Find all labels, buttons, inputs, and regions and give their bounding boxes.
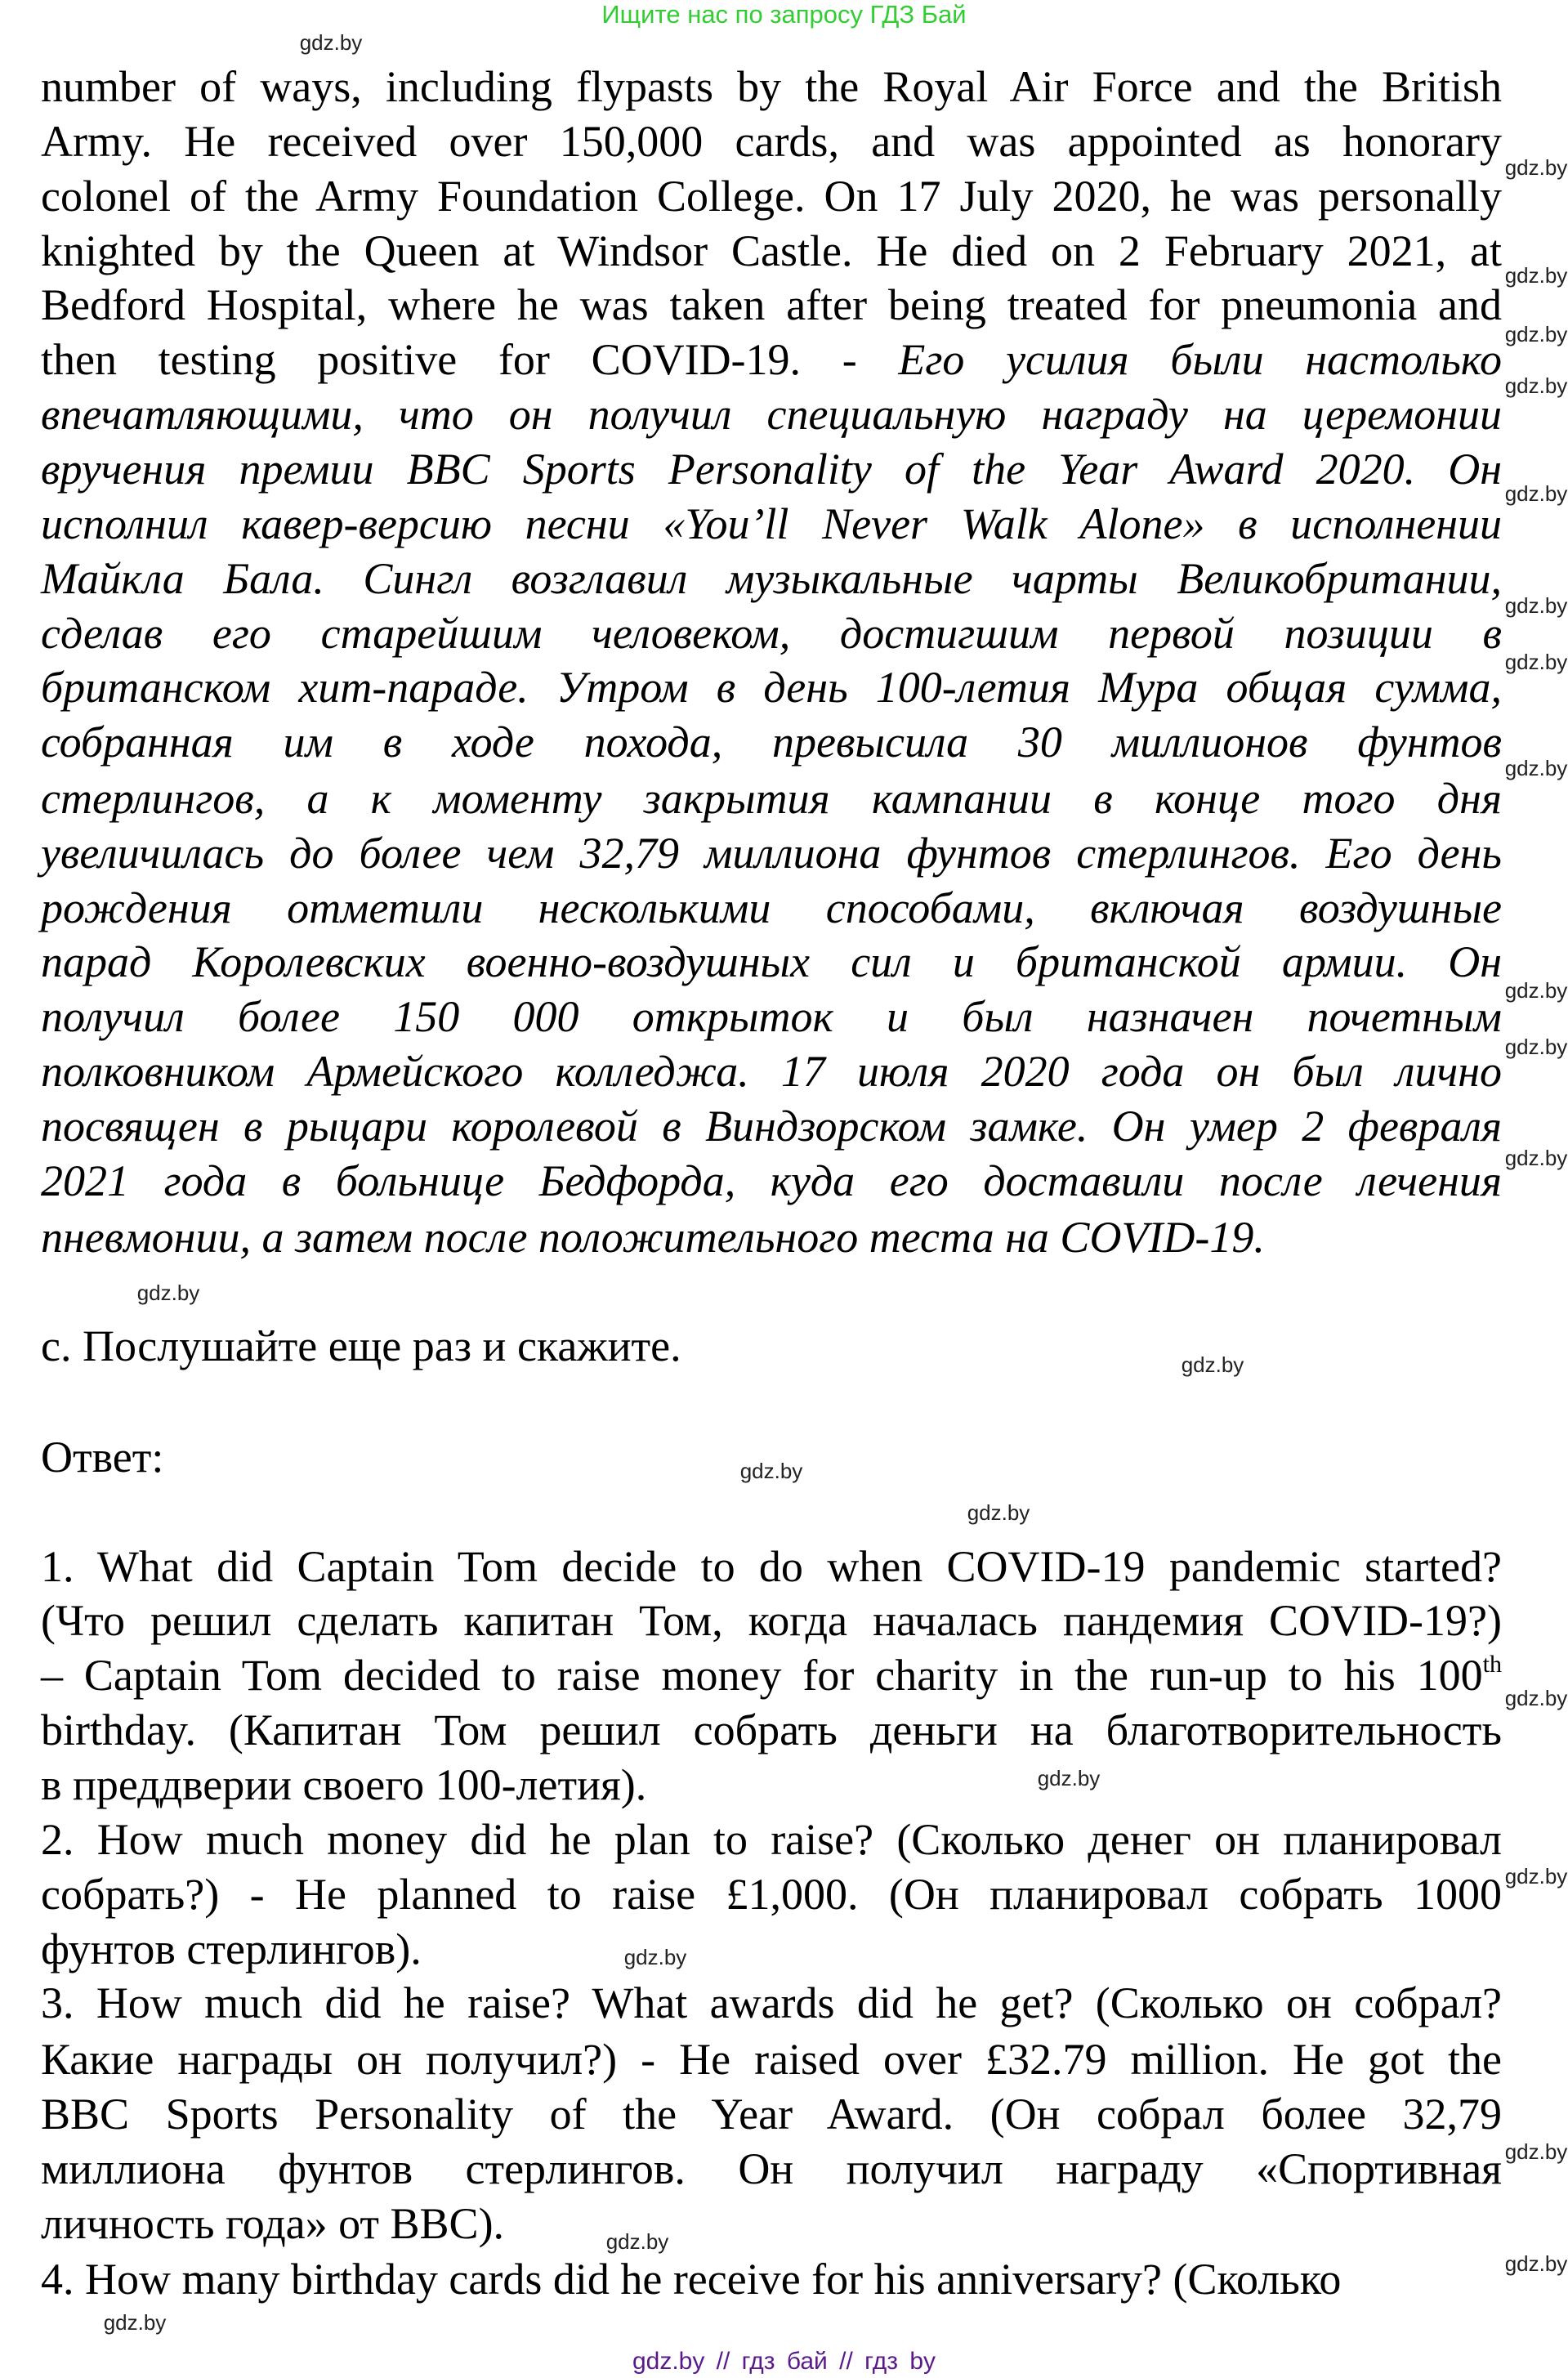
text-span: birthday. (Капитан Том решил собрать деньги на благотворительность — [41, 1705, 1502, 1754]
text-span: BBC Sports Personality of the Year Award. (Он собрал более 32,79 — [41, 2090, 1502, 2139]
text-span: миллиона фунтов стерлингов. Он получил награду «Спортивная — [41, 2144, 1502, 2193]
footer-links[interactable]: gdz.by // гдз бай // гдз by — [632, 2348, 936, 2375]
italic-text: получил более 150 000 открыток и был назначен почетным — [41, 992, 1502, 1041]
text-span: в преддверии своего 100-летия). — [41, 1760, 647, 1809]
text-line — [41, 224, 1502, 279]
text-line — [41, 1540, 1502, 1594]
watermark: gdz.by — [1504, 978, 1568, 1003]
watermark: gdz.by — [1504, 263, 1568, 288]
text-span: knighted by the Queen at Windsor Castle. He died on 2 February 2021, at — [41, 226, 1502, 275]
watermark: gdz.by — [1504, 155, 1568, 180]
text-line — [41, 660, 1502, 715]
text-line — [41, 552, 1502, 606]
text-span: 4. How many birthday cards did he receive for his anniversary? (Сколько — [41, 2255, 1342, 2304]
text-line — [41, 2142, 1502, 2197]
text-span: (Что решил сделать капитан Том, когда началась пандемия COVID-19?) — [41, 1596, 1502, 1645]
text-line — [41, 881, 1502, 936]
text-line — [41, 826, 1502, 881]
italic-text: полковником Армейского колледжа. 17 июля 2020 года он был лично — [41, 1047, 1502, 1096]
text-span: фунтов стерлингов). — [41, 1924, 422, 1973]
watermark: gdz.by — [1504, 2139, 1568, 2164]
watermark: gdz.by — [1504, 481, 1568, 506]
italic-text: Майкла Бала. Сингл возглавил музыкальные чарты Великобритании, — [41, 554, 1502, 603]
watermark: gdz.by — [1037, 1766, 1101, 1790]
text-line — [41, 1922, 1502, 1977]
italic-text: собранная им в ходе похода, превысила 30 миллионов фунтов — [41, 717, 1502, 767]
italic-text: британском хит-параде. Утром в день 100-летия Мура общая сумма, — [41, 663, 1502, 712]
text-line — [41, 1813, 1502, 1867]
text-line — [41, 497, 1502, 552]
text-line — [41, 2032, 1502, 2087]
text-line — [41, 935, 1502, 990]
watermark: gdz.by — [1504, 650, 1568, 674]
text-line — [41, 1758, 1502, 1813]
text-line — [41, 169, 1502, 224]
watermark: gdz.by — [1504, 2251, 1568, 2276]
watermark: gdz.by — [1504, 593, 1568, 618]
watermark: gdz.by — [1504, 756, 1568, 780]
text-line — [41, 333, 1502, 387]
text-span: then testing positive for COVID-19. - — [41, 335, 899, 384]
text-span: 2. How much money did he plan to raise? (Сколько денег он планировал — [41, 1815, 1502, 1864]
italic-text: Его усилия были настолько — [898, 335, 1502, 384]
watermark: gdz.by — [1504, 373, 1568, 398]
text-line — [41, 1703, 1502, 1758]
watermark: gdz.by — [967, 1500, 1030, 1525]
text-line — [41, 1099, 1502, 1154]
text-line — [41, 1648, 1502, 1703]
text-line — [41, 2197, 1502, 2251]
italic-text: сделав его старейшим человеком, достигшим первой позиции в — [41, 609, 1502, 658]
search-banner[interactable]: Ищите нас по запросу ГДЗ Бай — [601, 0, 967, 29]
text-line — [41, 1319, 1502, 1374]
text-line — [41, 606, 1502, 661]
text-line — [41, 442, 1502, 497]
text-span: – Captain Tom decided to raise money for charity in the run-up to his 100 — [41, 1651, 1483, 1700]
watermark: gdz.by — [136, 1281, 200, 1305]
text-line — [41, 1867, 1502, 1922]
italic-text: 2021 года в больнице Бедфорда, куда его доставили после лечения — [41, 1156, 1502, 1205]
watermark: gdz.by — [299, 30, 363, 55]
watermark: gdz.by — [103, 2310, 167, 2335]
superscript: th — [1482, 1651, 1502, 1678]
text-line — [41, 1594, 1502, 1648]
italic-text: впечатляющими, что он получил специальную награду на церемонии — [41, 390, 1502, 439]
text-span: Bedford Hospital, where he was taken after being treated for pneumonia and — [41, 280, 1502, 329]
watermark: gdz.by — [605, 2229, 669, 2254]
text-line — [41, 771, 1502, 826]
text-span: 1. What did Captain Tom decide to do when COVID-19 pandemic started? — [41, 1542, 1502, 1591]
watermark: gdz.by — [623, 1945, 687, 1969]
italic-text: увеличилась до более чем 32,79 миллиона фунтов стерлингов. Его день — [41, 829, 1502, 878]
text-line — [41, 715, 1502, 770]
text-span: Ответ: — [41, 1433, 164, 1482]
text-span: c. Послушайте еще раз и скажите. — [41, 1321, 681, 1370]
text-line — [41, 2087, 1502, 2142]
text-line — [41, 1210, 1502, 1265]
text-span: number of ways, including flypasts by the Royal Air Force and the British — [41, 62, 1502, 111]
italic-text: стерлингов, а к моменту закрытия кампании в конце того дня — [41, 774, 1502, 823]
text-span: 3. How much did he raise? What awards did he get? (Сколько он собрал? — [41, 1978, 1502, 2027]
text-line — [41, 278, 1502, 333]
text-line — [41, 990, 1502, 1044]
watermark: gdz.by — [1181, 1352, 1244, 1377]
text-line — [41, 1044, 1502, 1099]
italic-text: парад Королевских военно-воздушных сил и британской армии. Он — [41, 937, 1502, 986]
text-span: Army. He received over 150,000 cards, and was appointed as honorary — [41, 117, 1502, 166]
text-line — [41, 60, 1502, 114]
italic-text: пневмонии, а затем после положительного теста на COVID-19. — [41, 1213, 1265, 1262]
text-span: личность года» от BBC). — [41, 2199, 505, 2248]
watermark: gdz.by — [739, 1459, 803, 1483]
italic-text: рождения отметили несколькими способами, включая воздушные — [41, 883, 1502, 932]
text-line — [41, 1976, 1502, 2031]
text-span: Какие награды он получил?) - He raised over £32.79 million. He got the — [41, 2035, 1502, 2084]
text-span: colonel of the Army Foundation College. On 17 July 2020, he was personally — [41, 172, 1502, 221]
italic-text: посвящен в рыцари королевой в Виндзорском замке. Он умер 2 февраля — [41, 1102, 1502, 1151]
watermark: gdz.by — [1504, 1864, 1568, 1889]
watermark: gdz.by — [1504, 322, 1568, 346]
text-span: собрать?) - He planned to raise £1,000. (Он планировал собрать 1000 — [41, 1870, 1502, 1919]
italic-text: вручения премии BBC Sports Personality of the Year Award 2020. Он — [41, 445, 1502, 494]
watermark: gdz.by — [1504, 1035, 1568, 1059]
text-line — [41, 114, 1502, 169]
watermark: gdz.by — [1504, 1686, 1568, 1710]
text-line — [41, 2252, 1502, 2307]
text-line — [41, 387, 1502, 442]
italic-text: исполнил кавер-версию песни «You’ll Never Walk Alone» в исполнении — [41, 499, 1502, 548]
watermark: gdz.by — [1504, 1146, 1568, 1170]
text-line — [41, 1154, 1502, 1209]
